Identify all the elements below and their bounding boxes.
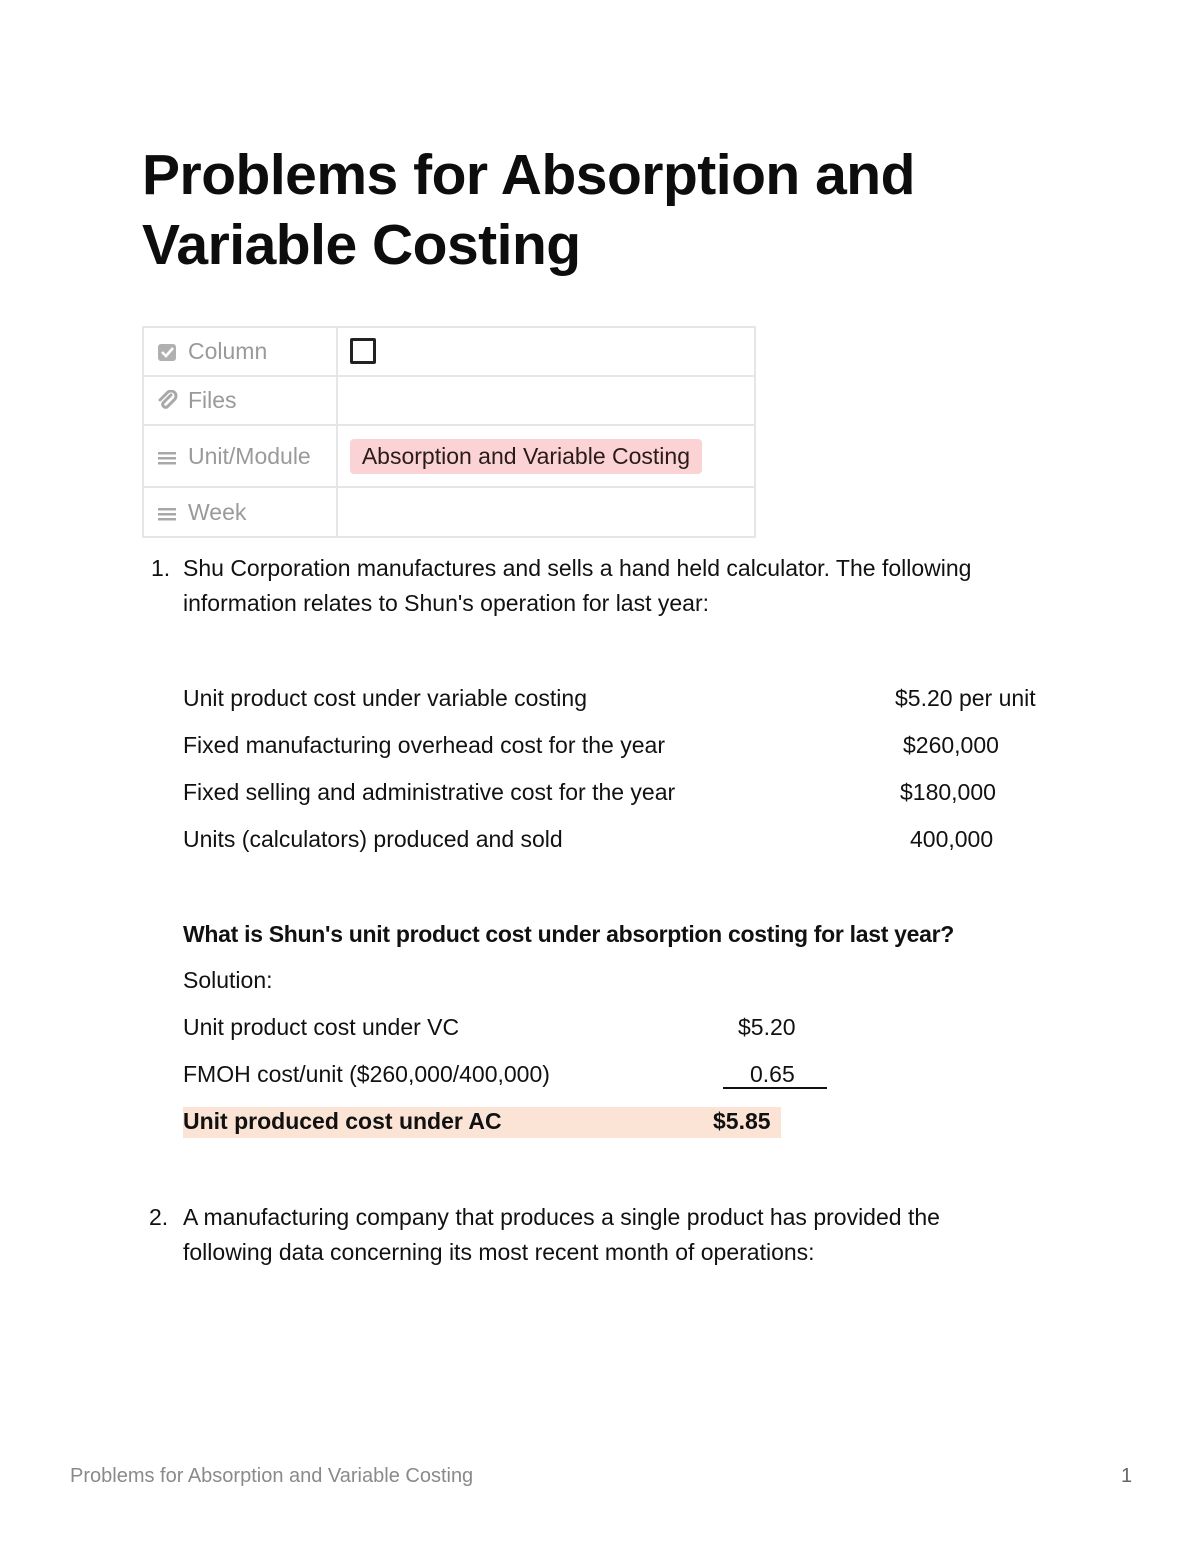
page-title: Problems for Absorption and Variable Costing — [142, 143, 915, 277]
column-checkbox[interactable] — [350, 338, 376, 364]
footer-title: Problems for Absorption and Variable Costing — [70, 1465, 474, 1487]
result-value: $5.85 — [713, 1108, 771, 1134]
solution-row-value: $5.20 — [738, 1014, 796, 1040]
data-row-label: Fixed manufacturing overhead cost for the year — [183, 732, 665, 758]
data-row-label: Unit product cost under variable costing — [183, 685, 587, 711]
column-label: Column — [188, 338, 268, 364]
data-row-value: 400,000 — [910, 826, 994, 852]
subtotal-rule — [723, 1087, 827, 1089]
solution-label: Solution: — [183, 967, 273, 993]
problem-2-line2: following data concerning its most recent month of operations: — [183, 1239, 815, 1265]
property-row-files — [143, 376, 755, 425]
data-row-value: $5.20 per unit — [895, 685, 1036, 711]
result-label: Unit produced cost under AC — [183, 1108, 502, 1134]
paperclip-icon — [156, 390, 178, 412]
problem-1-question: What is Shun's unit product cost under absorption costing for last year? — [183, 921, 955, 947]
data-row-value: $260,000 — [903, 732, 999, 758]
unit-module-tag[interactable]: Absorption and Variable Costing — [350, 439, 702, 474]
solution-row-label: FMOH cost/unit ($260,000/400,000) — [183, 1061, 550, 1087]
data-row-label: Fixed selling and administrative cost for the year — [183, 779, 676, 805]
property-row-week — [143, 487, 755, 537]
problem-1-number: 1. — [151, 555, 171, 581]
problem-1-intro-line1: Shu Corporation manufactures and sells a hand held calculator. The following — [183, 555, 972, 581]
solution-row-label: Unit product cost under VC — [183, 1014, 460, 1040]
property-row-unit-module — [143, 425, 755, 487]
week-label: Week — [188, 498, 247, 525]
checkbox-property-icon — [156, 341, 178, 363]
data-row-value: $180,000 — [900, 779, 996, 805]
list-icon — [156, 445, 178, 467]
property-row-column — [143, 327, 755, 376]
problem-1-intro-line2: information relates to Shun's operation for last year: — [183, 590, 710, 616]
data-row-label: Units (calculators) produced and sold — [183, 826, 563, 852]
week-value[interactable] — [337, 487, 755, 537]
problem-2-line1: A manufacturing company that produces a single product has provided the — [183, 1204, 940, 1230]
files-value[interactable] — [337, 376, 755, 425]
page-number: 1 — [1121, 1465, 1133, 1487]
properties-table — [142, 326, 756, 538]
files-label: Files — [188, 387, 237, 413]
solution-row-value: 0.65 — [750, 1061, 795, 1087]
list-icon — [156, 501, 178, 523]
problem-2-number: 2. — [149, 1204, 169, 1230]
unit-module-label: Unit/Module — [188, 442, 311, 469]
